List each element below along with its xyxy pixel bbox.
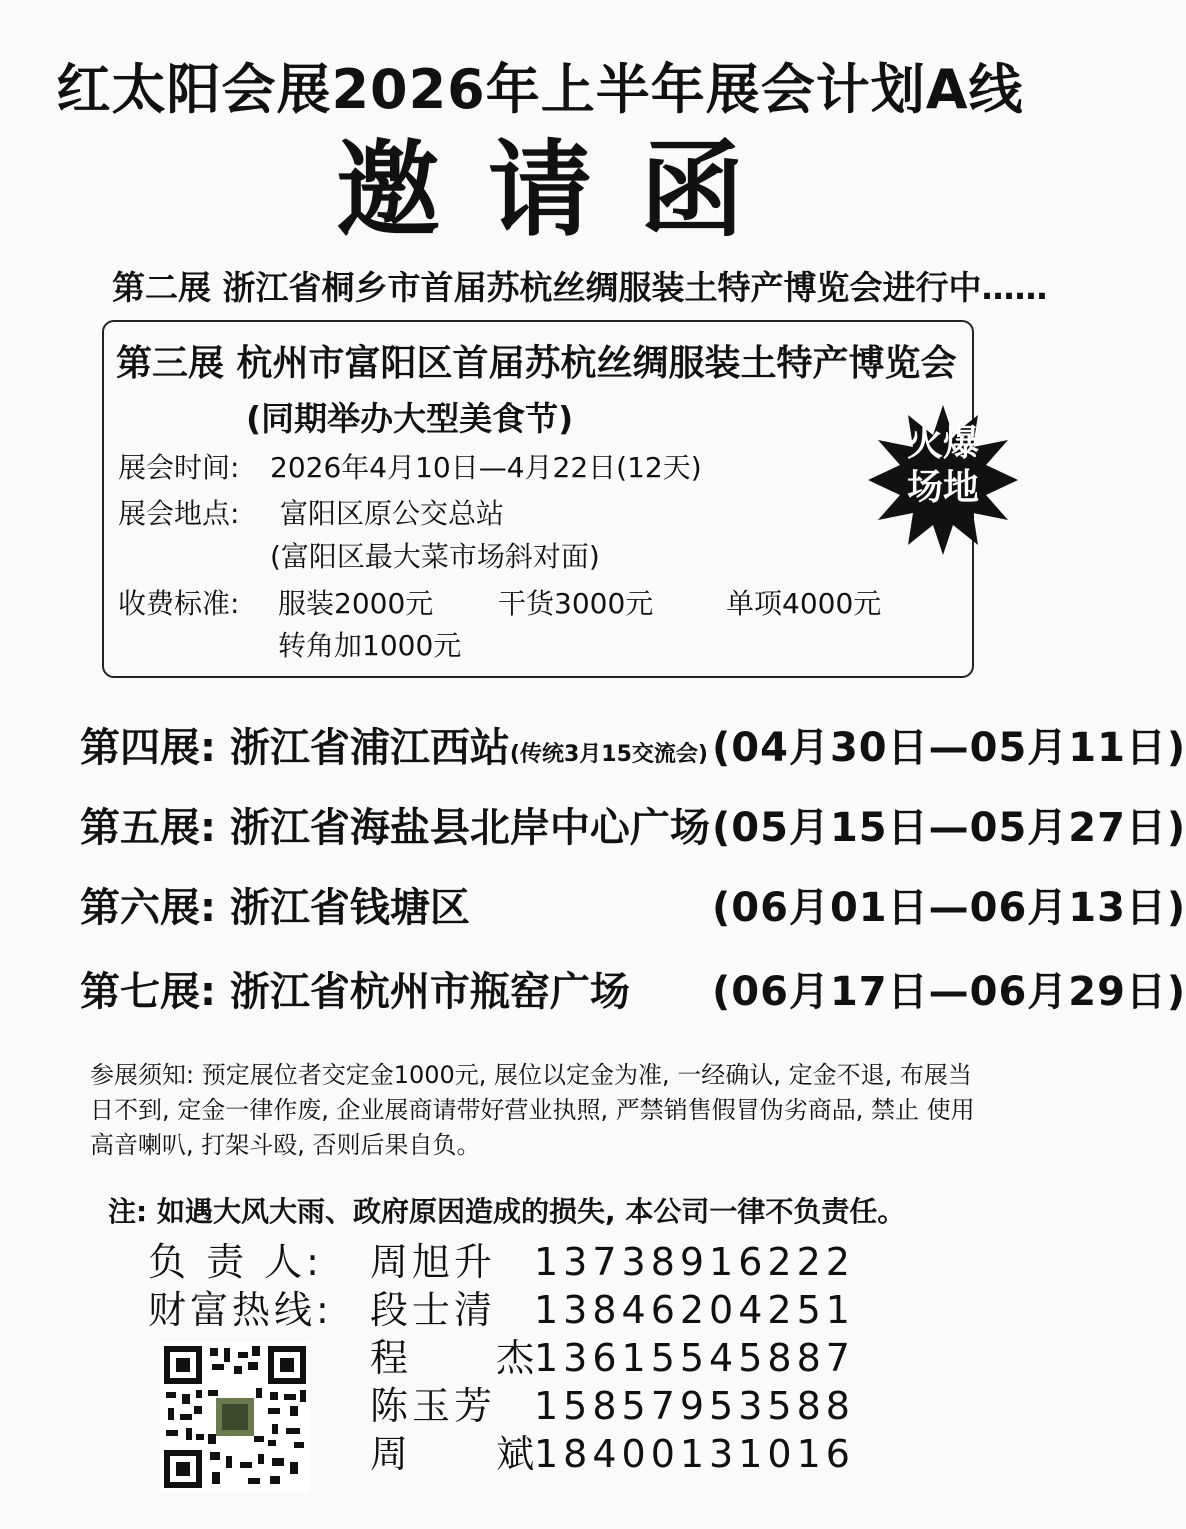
exhibition-row bbox=[80, 962, 1186, 1022]
exhibition-date: (04月30日—05月11日) bbox=[712, 725, 1186, 771]
exhibition-name: 第七展: 浙江省杭州市瓶窑广场 bbox=[80, 969, 630, 1015]
badge-line-2: 场地 bbox=[906, 467, 979, 508]
contact-name: 周 斌 bbox=[370, 1432, 573, 1476]
place-label: 展会地点: bbox=[118, 497, 240, 530]
fee-corner: 转角加1000元 bbox=[278, 629, 462, 662]
exhibition-row bbox=[80, 798, 1186, 858]
contact-name: 陈玉芳 bbox=[370, 1384, 497, 1428]
exhibition-2-line: 第二展 浙江省桐乡市首届苏杭丝绸服装土特产博览会进行中…… bbox=[112, 268, 1048, 307]
exhibition-3-title: 第三展 杭州市富阳区首届苏杭丝绸服装土特产博览会 bbox=[116, 343, 957, 384]
invitation-heading: 邀请函 bbox=[335, 128, 792, 251]
contact-name: 周旭升 bbox=[370, 1240, 497, 1284]
exhibition-name-text: 第四展: 浙江省浦江西站 bbox=[80, 725, 510, 771]
place-value: 富阳区原公交总站 bbox=[280, 497, 505, 530]
exhibition-row bbox=[80, 878, 1186, 938]
contact-phone[interactable]: 18400131016 bbox=[534, 1432, 855, 1476]
contact-label: 财富热线: bbox=[148, 1288, 333, 1332]
exhibition-date: (06月17日—06月29日) bbox=[712, 969, 1186, 1015]
fee-dry-goods: 干货3000元 bbox=[498, 587, 654, 620]
badge-text bbox=[868, 422, 1018, 510]
exhibition-date: (05月15日—05月27日) bbox=[712, 805, 1186, 851]
exhibition-date: (06月01日—06月13日) bbox=[712, 885, 1186, 931]
contact-phone[interactable]: 13615545887 bbox=[534, 1336, 855, 1380]
disclaimer: 注: 如遇大风大雨、政府原因造成的损失, 本公司一律不负责任。 bbox=[108, 1195, 906, 1228]
poster-title: 红太阳会展2026年上半年展会计划A线 bbox=[56, 58, 1024, 121]
exhibition-name: 第五展: 浙江省海盐县北岸中心广场 bbox=[80, 805, 710, 851]
badge-line-1: 火爆 bbox=[906, 423, 979, 464]
exhibition-row bbox=[80, 718, 1186, 778]
fee-single: 单项4000元 bbox=[726, 587, 882, 620]
place-note: (富阳区最大菜市场斜对面) bbox=[270, 540, 600, 573]
fee-label: 收费标准: bbox=[118, 587, 240, 620]
exhibition-3-subtitle: (同期举办大型美食节) bbox=[246, 399, 574, 438]
qr-code[interactable] bbox=[160, 1342, 310, 1492]
contact-phone[interactable]: 13846204251 bbox=[534, 1288, 855, 1332]
exhibition-name: 第六展: 浙江省钱塘区 bbox=[80, 885, 470, 931]
contact-label: 负 责 人: bbox=[148, 1240, 323, 1284]
participation-notice: 参展须知: 预定展位者交定金1000元, 展位以定金为准, 一经确认, 定金不退, 布展当日不到, 定金一律作废, 企业展商请带好营业执照, 严禁销售假冒伪劣商品, 禁止 使用高音喇叭, 打架斗殴, 否则后果自负。 bbox=[90, 1061, 975, 1159]
contact-phone[interactable]: 13738916222 bbox=[534, 1240, 855, 1284]
contact-name: 程 杰 bbox=[370, 1336, 573, 1380]
exhibition-note: (传统3月15交流会) bbox=[509, 742, 708, 767]
contact-name: 段士清 bbox=[370, 1288, 497, 1332]
exhibition-name bbox=[80, 718, 708, 785]
time-value: 2026年4月10日—4月22日(12天) bbox=[270, 451, 702, 484]
fee-clothing: 服装2000元 bbox=[278, 587, 434, 620]
contact-phone[interactable]: 15857953588 bbox=[534, 1384, 855, 1428]
time-label: 展会时间: bbox=[118, 451, 240, 484]
